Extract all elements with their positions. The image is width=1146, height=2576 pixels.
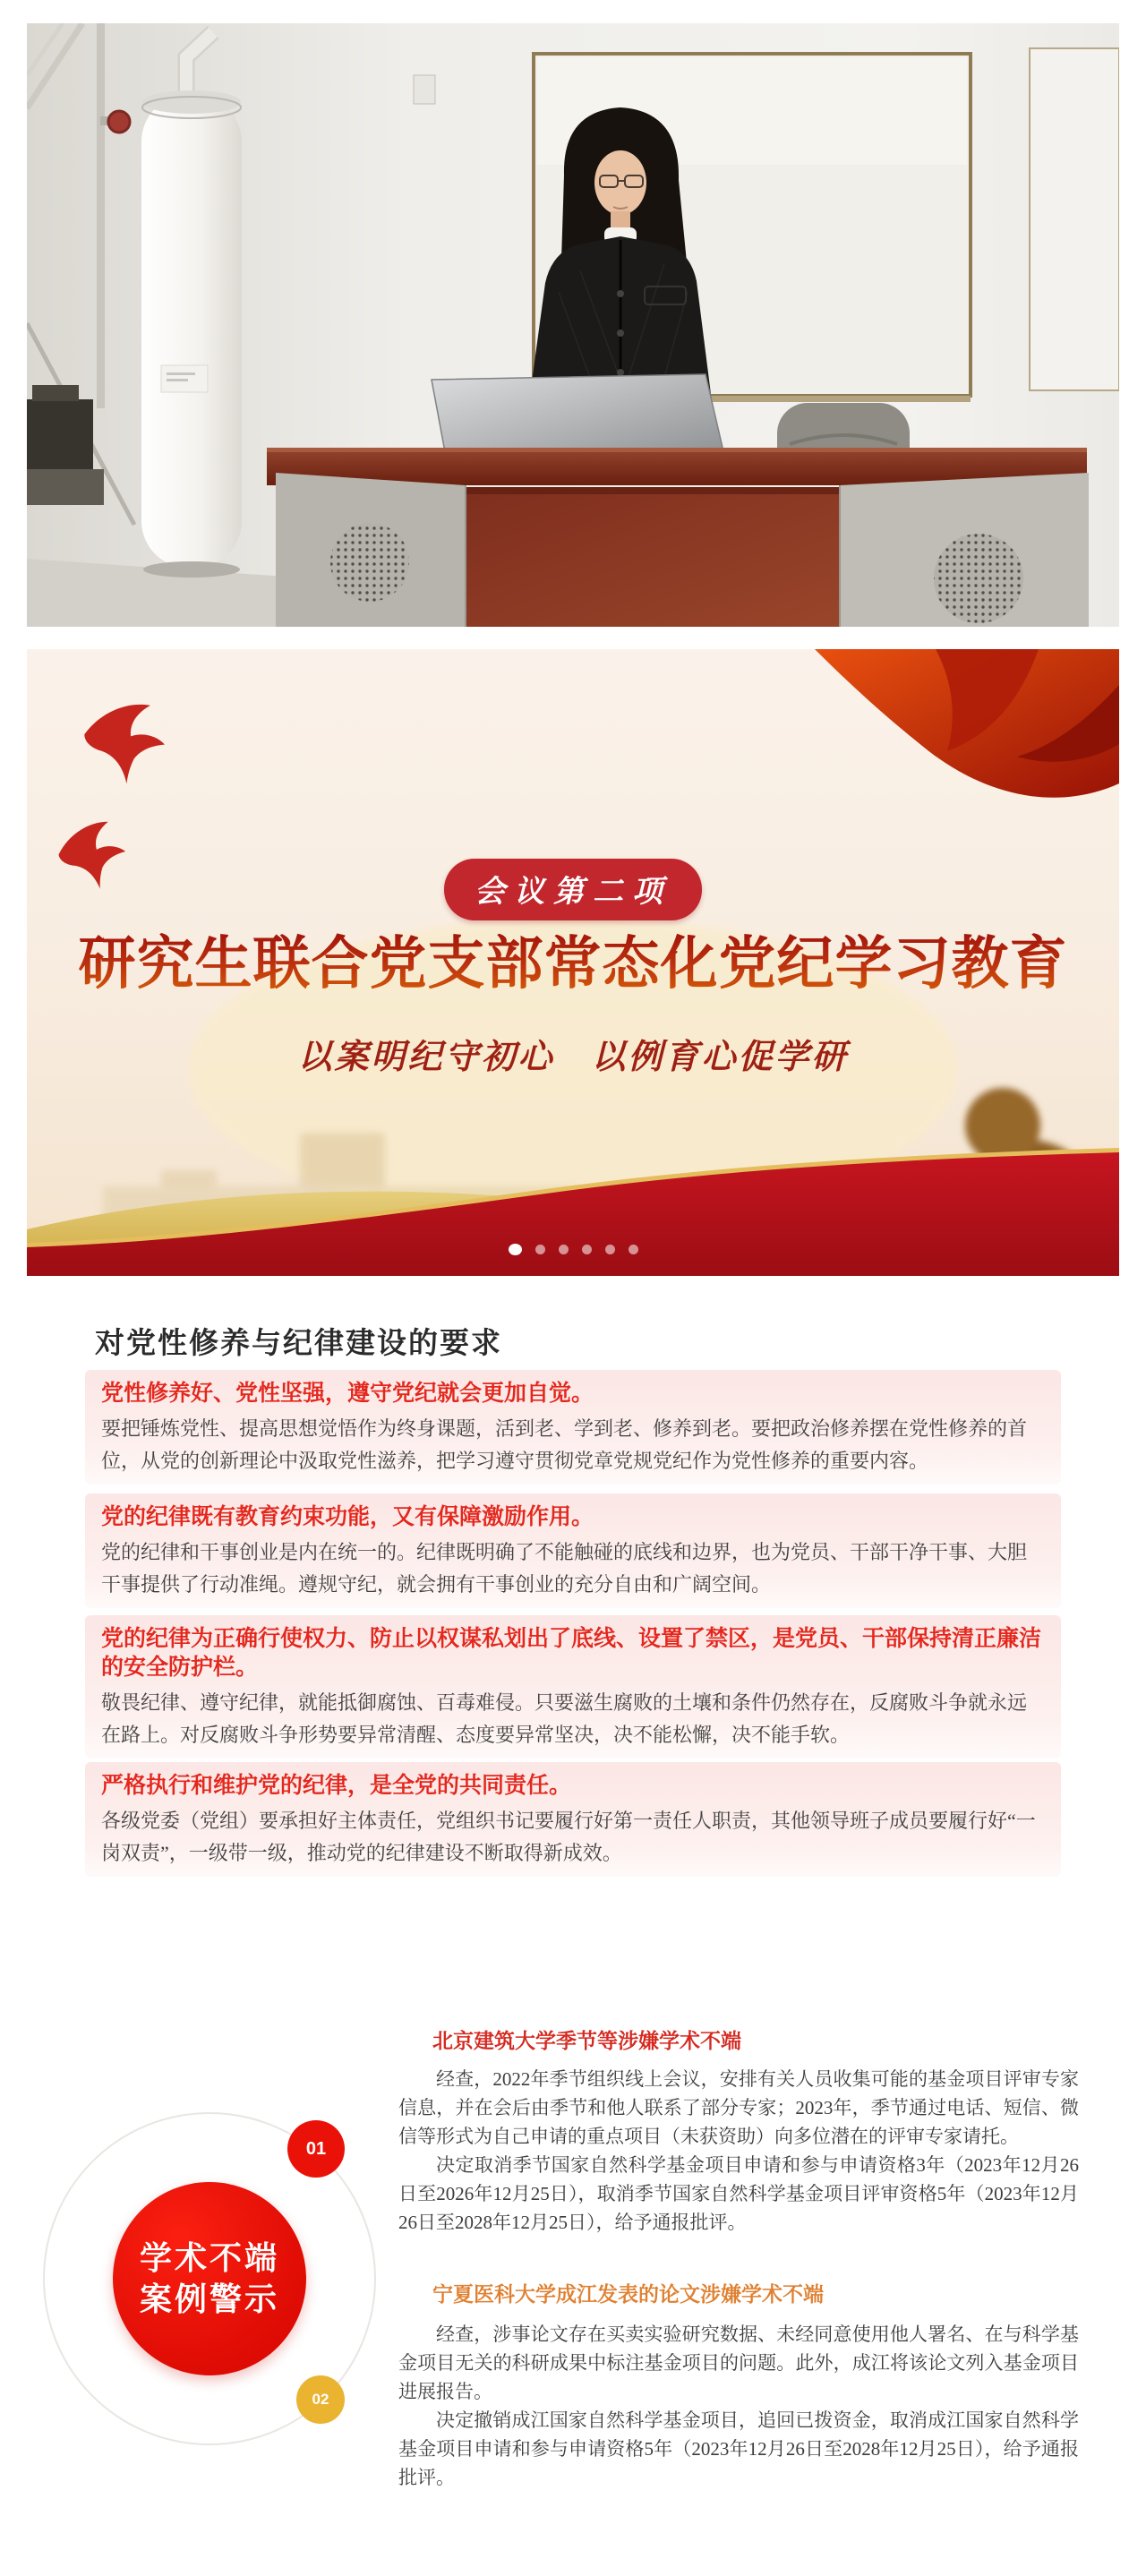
- requirement-title: 党的纪律既有教育约束功能，又有保障激励作用。: [101, 1504, 594, 1529]
- case-number-2: 02: [296, 2375, 345, 2424]
- requirement-block-2: [85, 1493, 1061, 1608]
- requirement-body: 各级党委（党组）要承担好主体责任，党组织书记要履行好第一责任人职责，其他领导班子成员要履行好“一岗双责”，一级带一级，推动党的纪律建设不断取得新成效。: [101, 1810, 1036, 1864]
- case1-paragraph-2: 决定取消季节国家自然科学基金项目申请和参与申请资格3年（2023年12月26日至2026年12月25日），取消季节国家自然科学基金项目评审资格5年（2023年12月26日至2028年12月25日），给予通报批评。: [398, 2154, 1079, 2233]
- case-number-1: 01: [287, 2120, 345, 2178]
- label-line: [167, 372, 195, 375]
- red-valve: [108, 111, 130, 133]
- requirement-block-1: [85, 1370, 1061, 1485]
- banner-title: 研究生联合党支部常态化党纪学习教育: [27, 918, 1119, 1000]
- requirement-title: 严格执行和维护党的纪律，是全党的共同责任。: [101, 1773, 572, 1798]
- case1-paragraph-1: 经查，2022年季节组织线上会议，安排有关人员收集可能的基金项目评审专家信息，并在会后由季节和他人联系了部分专家；2023年，季节通过电话、短信、微信等形式为自己申请的重点项目（未获资助）向多位潜在的评审专家请托。: [398, 2068, 1079, 2147]
- banner-subtitle: 以案明纪守初心 以例育心促学研: [297, 1039, 849, 1076]
- slide-banner: [27, 649, 1119, 1276]
- window-sill: [27, 469, 104, 505]
- carousel-dots: [27, 1244, 1119, 1255]
- requirement-block-4: [85, 1762, 1061, 1877]
- requirement-body: 敬畏纪律、遵守纪律，就能抵御腐蚀、百毒难侵。只要滋生腐败的土壤和条件仍然存在，反腐败斗争就永远在路上。对反腐败斗争形势要异常清醒、态度要异常坚决，决不能松懈，决不能手软。: [101, 1691, 1028, 1746]
- case1-heading: 北京建筑大学季节等涉嫌学术不端: [432, 2029, 741, 2052]
- carousel-dot-1[interactable]: [509, 1244, 522, 1255]
- podium-wood-panel: [466, 487, 840, 627]
- label-line-2: [167, 379, 188, 381]
- cases-badge-line1: 学术不端: [139, 2239, 279, 2276]
- heater-base-shadow: [143, 561, 240, 578]
- requirement-title: 党性修养好、党性坚强，遵守党纪就会更加自觉。: [101, 1381, 594, 1406]
- carousel-dot-6[interactable]: [629, 1245, 638, 1254]
- speaker-grille-left: [330, 523, 409, 602]
- section-heading: 对党性修养与纪律建设的要求: [95, 1326, 502, 1359]
- dove-icon-2: [55, 819, 132, 895]
- dove-icons: [55, 705, 165, 894]
- requirement-block-3: [85, 1615, 1061, 1759]
- carousel-dot-2[interactable]: [535, 1245, 545, 1254]
- case2-paragraph-2: 决定撤销成江国家自然科学基金项目，追回已拨资金，取消成江国家自然科学基金项目申请和参与申请资格5年（2023年12月26日至2028年12月25日），给予通报批评。: [398, 2409, 1079, 2488]
- button-2: [617, 329, 624, 337]
- wood-panel-shadow: [466, 487, 840, 494]
- water-heater: [141, 95, 242, 568]
- cases-badge-line2: 案例警示: [139, 2281, 279, 2317]
- carousel-dot-3[interactable]: [559, 1245, 569, 1254]
- classroom-photo-illustration: [27, 23, 1119, 627]
- case2-heading: 宁夏医科大学成江发表的论文涉嫌学术不端: [432, 2282, 824, 2306]
- cases-badge-circle: [113, 2182, 306, 2375]
- requirement-body: 党的纪律和干事创业是内在统一的。纪律既明确了不能触碰的底线和边界，也为党员、干部干净干事、大胆干事提供了行动准绳。遵规守纪，就会拥有干事创业的充分自由和广阔空间。: [101, 1541, 1028, 1596]
- classroom-photo: [27, 23, 1119, 627]
- face: [594, 150, 646, 215]
- second-whiteboard: [1030, 48, 1119, 390]
- vertical-pipe: [97, 23, 105, 408]
- red-ribbon: [815, 649, 1119, 798]
- case2-text: [398, 2320, 1079, 2492]
- button-3: [617, 369, 624, 376]
- case2-paragraph-1: 经查，涉事论文存在买卖实验研究数据、未经同意使用他人署名、在与科学基金项目无关的科研成果中标注基金项目的问题。此外，成江将该论文列入基金项目进展报告。: [398, 2324, 1079, 2402]
- banner-badge: 会议第二项: [444, 859, 702, 920]
- carousel-dot-4[interactable]: [582, 1245, 592, 1254]
- light-switch: [414, 75, 435, 104]
- laptop: [432, 374, 723, 457]
- requirement-body: 要把锤炼党性、提高思想觉悟作为终身课题，活到老、学到老、修养到老。要把政治修养摆在党性修养的首位，从党的创新理论中汲取党性滋养，把学习遵守贯彻党章党规党纪作为党性修养的重要内容。: [101, 1417, 1028, 1472]
- carousel-dot-5[interactable]: [605, 1245, 615, 1254]
- speaker-grille-right: [934, 534, 1023, 623]
- button-1: [617, 290, 624, 297]
- podium: [267, 448, 1089, 627]
- dove-icon: [84, 705, 165, 783]
- case1-text: [398, 2065, 1079, 2237]
- stacked-items: [27, 399, 93, 469]
- heater-top: [142, 90, 241, 114]
- item-top: [32, 385, 79, 401]
- requirement-title: 党的纪律为正确行使权力、防止以权谋私划出了底线、设置了禁区，是党员、干部保持清正廉洁的安全防护栏。: [101, 1626, 1042, 1680]
- podium-rail-highlight: [267, 448, 1087, 452]
